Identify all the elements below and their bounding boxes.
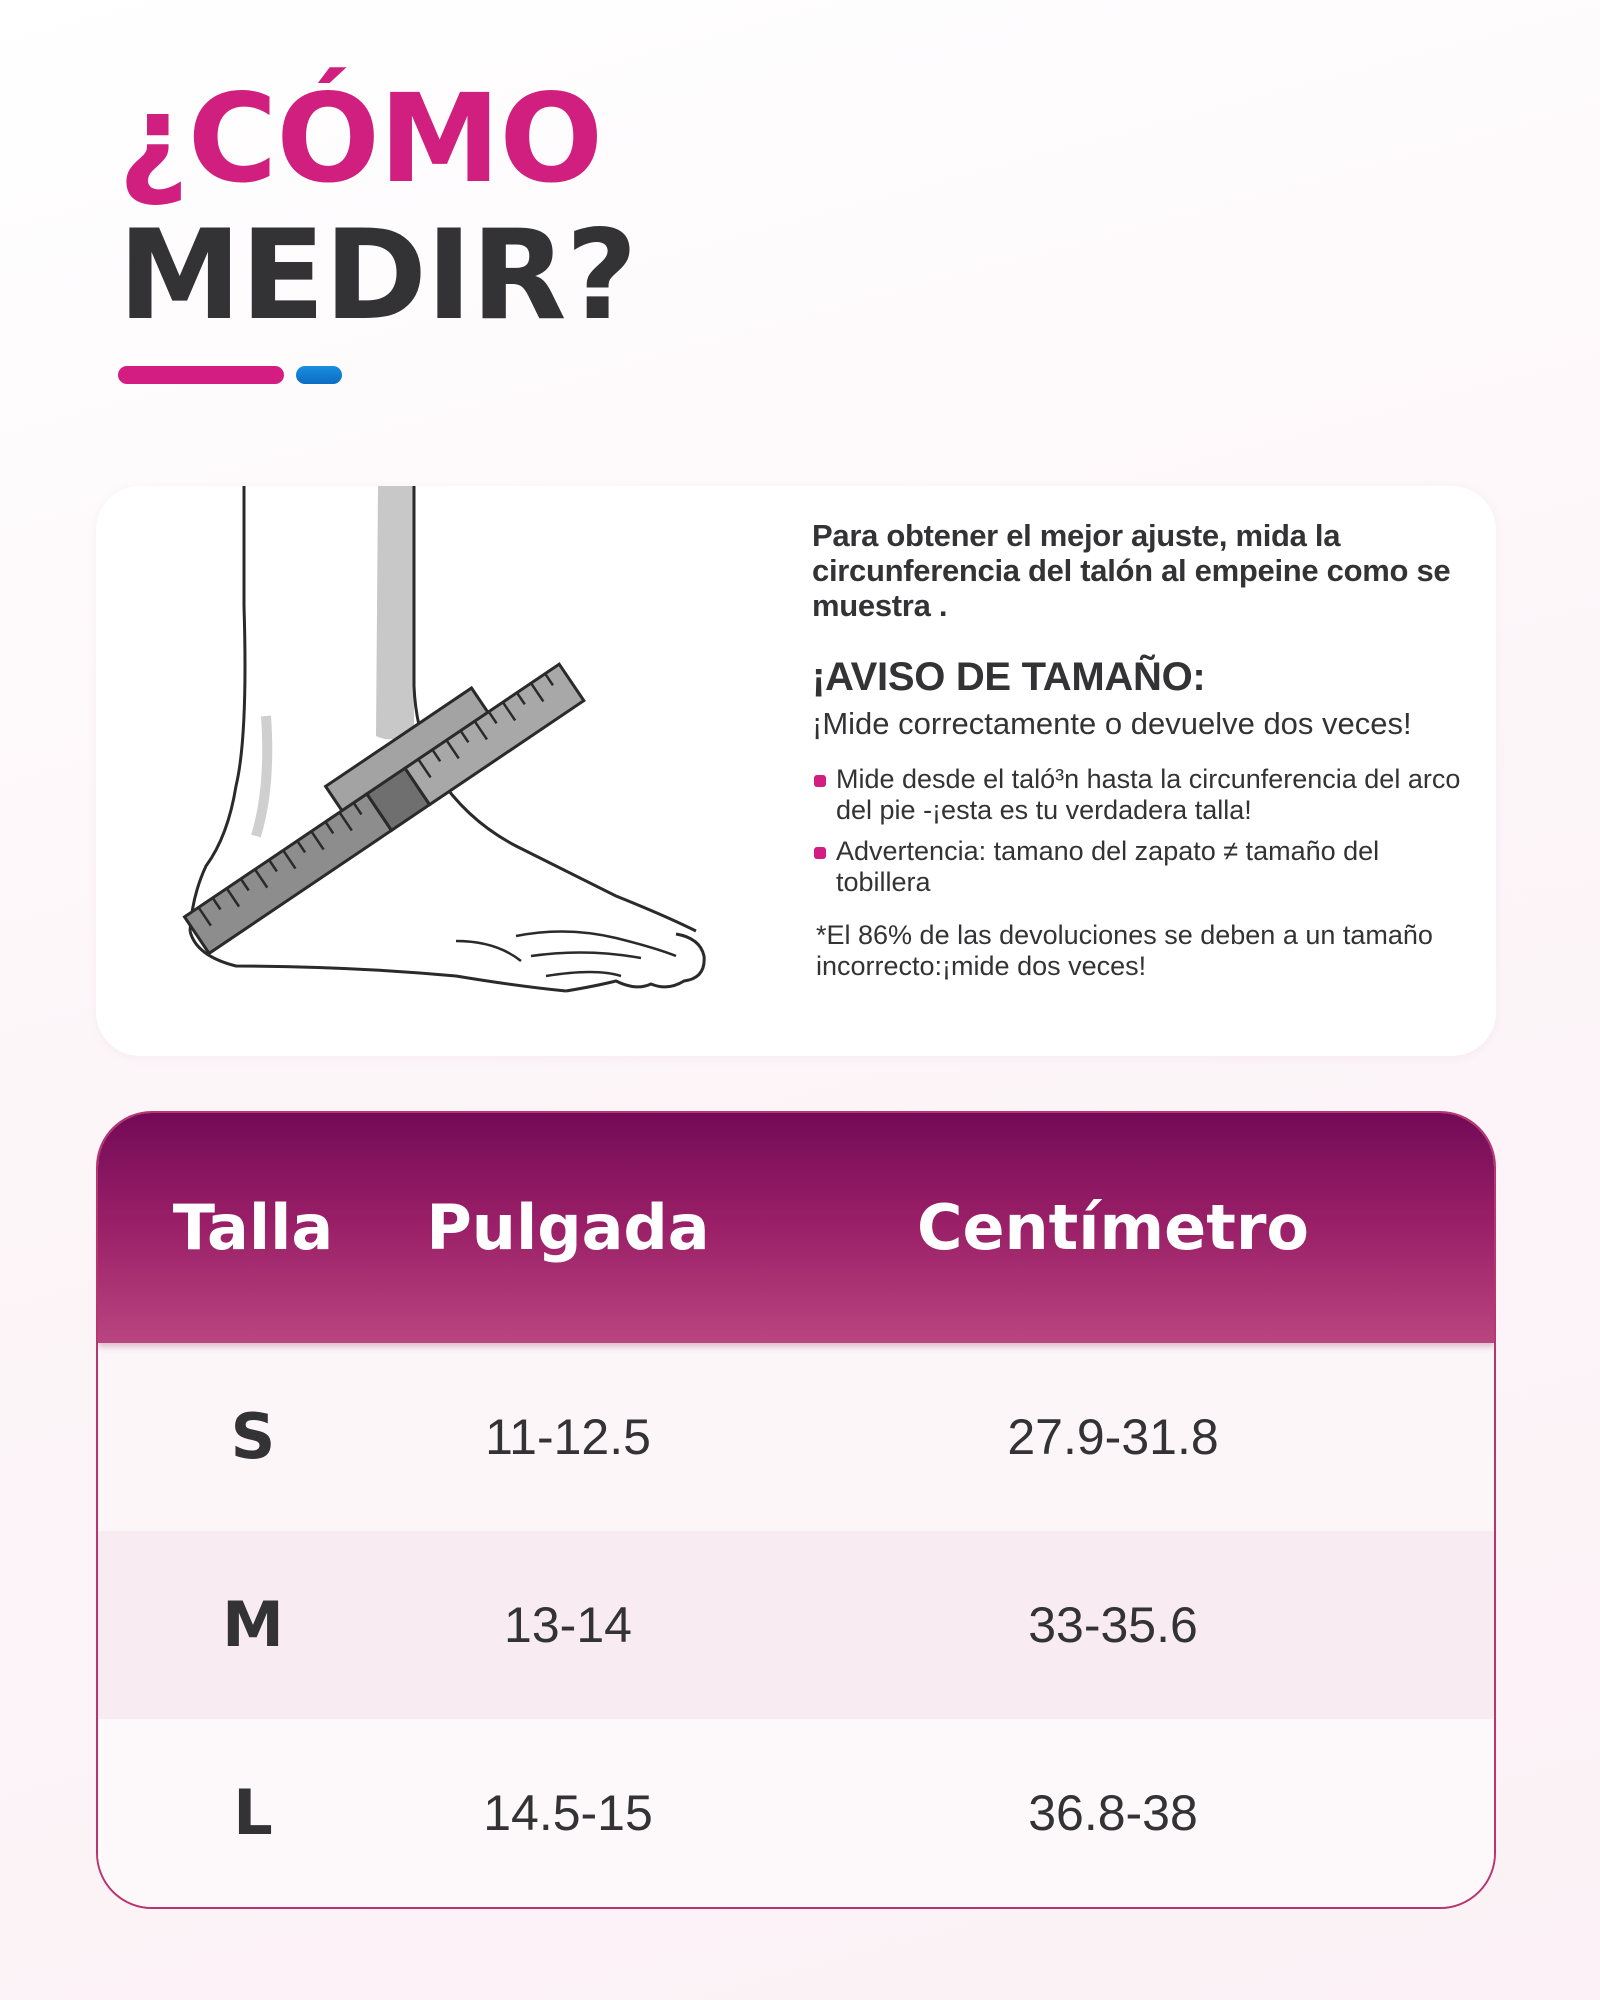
- list-item: Mide desde el taló³n hasta la circunferencia del arco del pie -¡esta es tu verdadera talla!: [812, 764, 1472, 826]
- cell-size: S: [230, 1400, 276, 1473]
- intro-text: Para obtener el mejor ajuste, mida la circunferencia del talón al empeine como se muestra .: [812, 518, 1451, 623]
- instructions-text: [812, 518, 1472, 982]
- table-row: [98, 1719, 1494, 1909]
- bullet-icon: [814, 775, 826, 787]
- cell-cm: 33-35.6: [1028, 1597, 1198, 1653]
- bullet-icon: [814, 847, 826, 859]
- title-line-1: ¿CÓMO: [118, 68, 603, 210]
- size-table: [96, 1111, 1496, 1909]
- page-title: [118, 68, 637, 348]
- header-size: Talla: [172, 1191, 334, 1264]
- returns-note: *El 86% de las devoluciones se deben a un tamaño incorrecto:¡mide dos veces!: [816, 920, 1433, 981]
- cell-cm: 27.9-31.8: [1007, 1409, 1219, 1465]
- cell-size: L: [233, 1776, 273, 1849]
- size-warning-subtitle: ¡Mide correctamente o devuelve dos veces!: [812, 706, 1412, 741]
- cell-size: M: [222, 1588, 284, 1661]
- table-header: [98, 1113, 1494, 1343]
- title-line-2: MEDIR?: [118, 204, 637, 348]
- cell-inch: 11-12.5: [485, 1409, 651, 1465]
- header-cm: Centímetro: [916, 1191, 1310, 1264]
- title-underline-decoration: [118, 366, 378, 384]
- blue-accent-bar: [296, 366, 342, 384]
- cell-inch: 13-14: [504, 1597, 632, 1653]
- table-row: [98, 1343, 1494, 1531]
- cell-cm: 36.8-38: [1028, 1785, 1198, 1841]
- table-row: [98, 1531, 1494, 1719]
- size-warning-title: ¡AVISO DE TAMAÑO:: [812, 655, 1206, 699]
- foot-measuring-tape-icon: [96, 486, 736, 1056]
- cell-inch: 14.5-15: [483, 1785, 653, 1841]
- header-inch: Pulgada: [426, 1191, 710, 1264]
- tips-list: [812, 764, 1472, 898]
- pink-accent-bar: [118, 366, 284, 384]
- list-item: Advertencia: tamano del zapato ≠ tamaño del tobillera: [812, 836, 1472, 898]
